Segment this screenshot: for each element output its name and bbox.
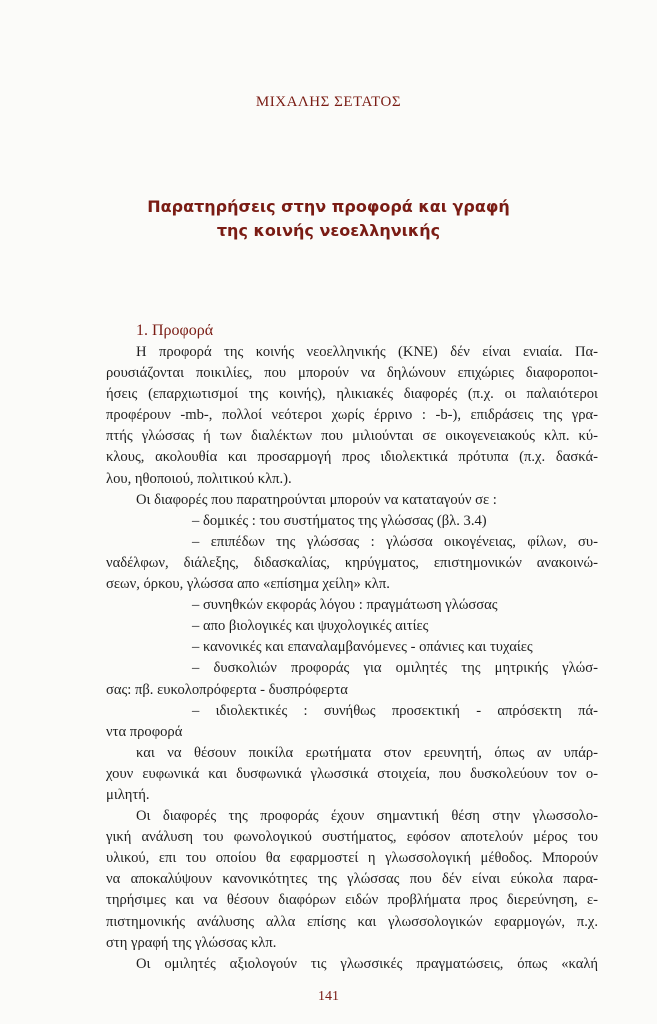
- text-line: χουν ευφωνικά και δυσφωνικά γλωσσικά στοιχεία, που δυσκολεύουν τον ο-: [106, 765, 598, 782]
- text-line: μιλητή.: [106, 786, 150, 803]
- text-line: λου, ηθοποιού, πολιτικού κλπ.).: [106, 470, 292, 487]
- text-line: και να θέσουν ποικίλα ερωτήματα στον ερευνητή, όπως αν υπάρ-: [136, 744, 598, 761]
- text-line: ναδέλφων, διάλεξης, διδασκαλίας, κηρύγματος, επιστημονικών ανακοινώ-: [106, 554, 598, 571]
- list-item: – δομικές : του συστήματος της γλώσσας (βλ. 3.4): [192, 512, 487, 529]
- title-line-2: της κοινής νεοελληνικής: [216, 221, 441, 240]
- body-text: [106, 320, 598, 975]
- text-line: Οι διαφορές της προφοράς έχουν σημαντική θέση στην γλωσσολο-: [136, 808, 598, 825]
- text-line: Οι ομιλητές αξιολογούν τις γλωσσικές πραγματώσεις, όπως «καλή: [136, 955, 598, 972]
- text-line: προφέρουν -mb-, πολλοί νεότεροι χωρίς έρρινο : -b-), επιδράσεις της γρα-: [106, 407, 598, 424]
- text-line: υλικού, επι του οποίου θα εφαρμοστεί η γλωσσολογική μέθοδος. Μπορούν: [106, 850, 598, 867]
- author-name: ΜΙΧΑΛΗΣ ΣΕΤΑΤΟΣ: [255, 94, 402, 110]
- chapter-title: [0, 195, 657, 243]
- text-line: σας: πβ. ευκολοπρόφερτα - δυσπρόφερτα: [106, 681, 348, 698]
- title-line-1: Παρατηρήσεις στην προφορά και γραφή: [147, 197, 510, 216]
- list-item: – συνηθκών εκφοράς λόγου : πραγμάτωση γλώσσας: [192, 597, 498, 614]
- text-line: κλους, ακολουθία και προσαρμογή προς ιδιολεκτικά πρότυπα (π.χ. δασκά-: [106, 449, 598, 466]
- list-item: – επιπέδων της γλώσσας : γλώσσα οικογένειας, φίλων, συ-: [192, 533, 598, 550]
- section-heading: 1. Προφορά: [136, 322, 214, 339]
- text-line: γική ανάλυση του φωνολογικού συστήματος, εφόσον αποτελούν μέρος του: [106, 829, 598, 846]
- list-item: – δυσκολιών προφοράς για ομιλητές της μητρικής γλώσ-: [192, 660, 598, 677]
- text-line: Οι διαφορές που παρατηρούνται μπορούν να καταταγούν σε :: [136, 491, 497, 508]
- text-line: στη γραφή της γλώσσας κλπ.: [106, 934, 277, 951]
- text-line: πιστημονικής ανάλυσης αλλα επίσης και γλωσσολογικών εφαρμογών, π.χ.: [106, 913, 598, 930]
- text-line: σεων, όρκου, γλώσσα απο «επίσημα χείλη» κλπ.: [106, 576, 390, 593]
- list-item: – κανονικές και επαναλαμβανόμενες - οπάνιες και τυχαίες: [192, 639, 533, 656]
- text-line: να αποκαλύψουν κανονικότητες της γλώσσας που δέν είναι εύκολα παρα-: [106, 871, 598, 888]
- page-number: 141: [318, 989, 339, 1004]
- text-line: ήσεις (επαρχιωτισμοί της κοινής), ηλικιακές διαφορές (π.χ. οι παλαιότεροι: [106, 386, 598, 403]
- text-line: τηρήσιμες και να θέσουν διαφόρων ειδών προβλήματα προς διερεύνηση, ε-: [106, 892, 598, 909]
- text-line: ρουσιάζονται ποικιλίες, που μπορούν να δηλώνουν επιχώριες διαφοροποι-: [106, 365, 598, 382]
- text-line: ντα προφορά: [106, 723, 183, 740]
- text-line: πτής γλώσσας ή των διαλέκτων που μιλιούνται σε οικογενειακούς κλπ. κύ-: [106, 428, 598, 445]
- list-item: – απο βιολογικές και ψυχολογικές αιτίες: [192, 618, 429, 635]
- text-line: Η προφορά της κοινής νεοελληνικής (ΚΝΕ) δέν είναι ενιαία. Πα-: [136, 344, 598, 360]
- list-item: – ιδιολεκτικές : συνήθως προσεκτική - απρόσεκτη πά-: [192, 702, 598, 719]
